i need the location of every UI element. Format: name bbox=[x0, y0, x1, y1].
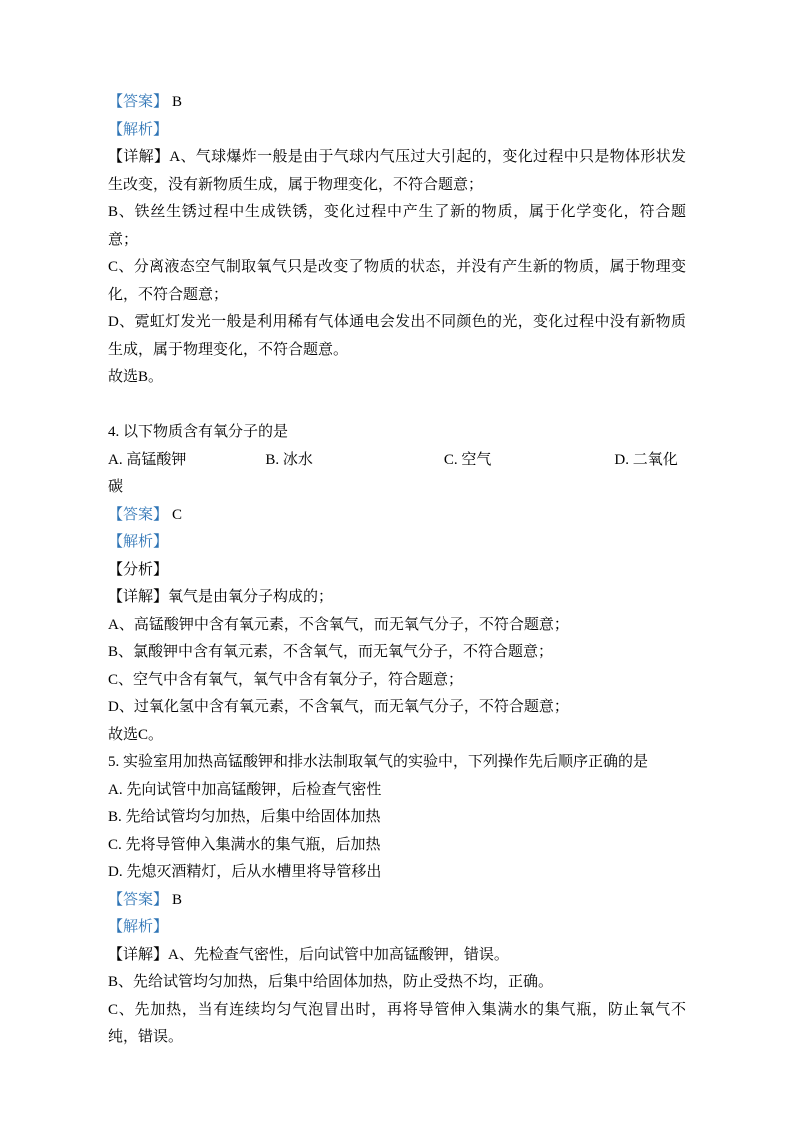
option-item: A. 高锰酸钾 bbox=[108, 451, 187, 468]
tab-spacer bbox=[491, 463, 614, 464]
analysis-line bbox=[108, 914, 686, 942]
option-line: D. 先熄灭酒精灯，后从水槽里将导管移出 bbox=[108, 864, 382, 880]
detail-paragraph: A、高锰酸钾中含有氧元素，不含氧气，而无氧气分子，不符合题意； bbox=[108, 616, 569, 633]
question-stem: 5. 实验室用加热高锰酸钾和排水法制取氧气的实验中，下列操作先后顺序正确的是 bbox=[108, 754, 649, 770]
answer-line bbox=[108, 502, 686, 530]
option-item: B. 冰水 bbox=[265, 451, 313, 468]
detail-paragraph: D、霓虹灯发光一般是利用稀有气体通电会发出不同颜色的光，变化过程中没有新物质生成，属于物理变化，不符合题意。 bbox=[108, 314, 686, 358]
answer-tag: 【答案】 bbox=[108, 506, 169, 523]
option-item: D. 二氧化碳 bbox=[108, 451, 678, 495]
conclusion-line: 故选B。 bbox=[108, 369, 164, 385]
option-line: A. 先向试管中加高锰酸钾，后检查气密性 bbox=[108, 781, 382, 798]
detail-paragraph: 【详解】A、先检查气密性，后向试管中加高锰酸钾，错误。 bbox=[108, 946, 509, 963]
detail-paragraph: 【详解】氧气是由氧分子构成的； bbox=[108, 589, 334, 605]
q4-options-row bbox=[108, 447, 686, 502]
q4-block bbox=[108, 419, 686, 749]
analysis-tag: 【解析】 bbox=[108, 919, 169, 935]
detail-paragraph: D、过氧化氢中含有氧元素，不含氧气，而无氧气分子，不符合题意； bbox=[108, 699, 569, 715]
conclusion-line: 故选C。 bbox=[108, 726, 164, 743]
detail-paragraph: B、氯酸钾中含有氧元素，不含氧气，而无氧气分子，不符合题意； bbox=[108, 644, 554, 660]
answer-tag: 【答案】 bbox=[108, 94, 169, 110]
answer-value: C bbox=[172, 506, 183, 523]
answer-line bbox=[108, 89, 686, 117]
detail-paragraph: B、铁丝生锈过程中生成铁锈，变化过程中产生了新的物质，属于化学变化，符合题意； bbox=[108, 204, 686, 248]
answer-value: B bbox=[172, 891, 183, 908]
option-item: C. 空气 bbox=[443, 451, 492, 468]
detail-paragraph: 【详解】A、气球爆炸一般是由于气球内气压过大引起的，变化过程中只是物体形状发生改变，没有新物质生成，属于物理变化，不符合题意； bbox=[108, 149, 686, 193]
analysis-tag: 【解析】 bbox=[108, 534, 169, 550]
q5-block bbox=[108, 749, 686, 1052]
detail-paragraph: C、分离液态空气制取氧气只是改变了物质的状态，并没有产生新的物质，属于物理变化，不符合题意； bbox=[108, 259, 686, 303]
analysis-tag: 【解析】 bbox=[108, 121, 169, 138]
tab-spacer bbox=[186, 463, 265, 464]
option-line: C. 先将导管伸入集满水的集气瓶，后加热 bbox=[108, 836, 381, 853]
question-stem: 4. 以下物质含有氧分子的是 bbox=[108, 424, 289, 440]
q3-solution-block bbox=[108, 89, 686, 392]
option-line: B. 先给试管均匀加热，后集中给固体加热 bbox=[108, 809, 381, 825]
detail-paragraph: C、空气中含有氧气，氧气中含有氧分子，符合题意； bbox=[108, 671, 464, 688]
answer-value: B bbox=[172, 94, 183, 110]
analysis-line bbox=[108, 117, 686, 145]
analysis-line bbox=[108, 529, 686, 557]
answer-tag: 【答案】 bbox=[108, 891, 169, 908]
tab-spacer bbox=[313, 463, 444, 464]
detail-paragraph: B、先给试管均匀加热，后集中给固体加热，防止受热不均，正确。 bbox=[108, 974, 554, 990]
detail-paragraph: C、先加热，当有连续均匀气泡冒出时，再将导管伸入集满水的集气瓶，防止氧气不纯，错误。 bbox=[108, 1001, 686, 1045]
blank-line bbox=[108, 392, 686, 420]
overview-line: 【分析】 bbox=[108, 561, 169, 578]
answer-line bbox=[108, 887, 686, 915]
